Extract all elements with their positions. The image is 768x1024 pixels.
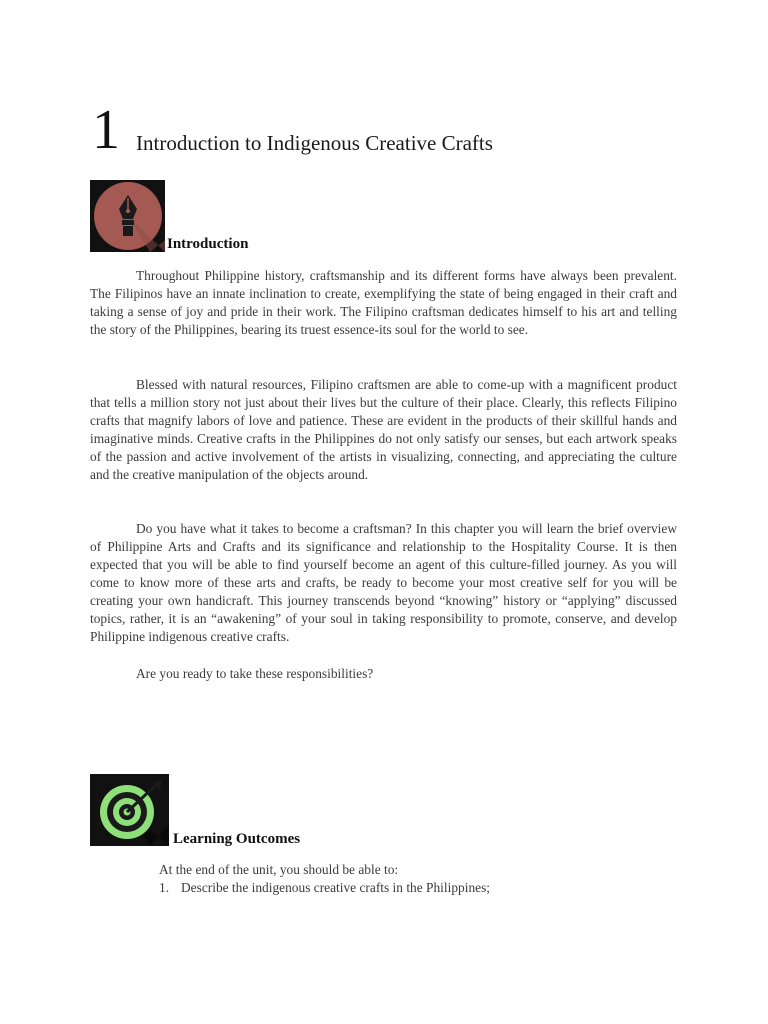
learning-outcomes-intro: At the end of the unit, you should be able to: [159, 862, 399, 877]
introduction-question: Are you ready to take these responsibilities? [136, 666, 374, 681]
learning-outcomes-heading: Learning Outcomes [173, 831, 301, 847]
introduction-heading: Introduction [167, 236, 249, 252]
list-item-number: 1. [159, 880, 170, 895]
introduction-paragraph-1: Throughout Philippine history, craftsmanship and its different forms have always been prevalent. The Filipinos have an innate inclination to create, exemplifying the state of being engaged in their craft and taking a sense of joy and pride in their work. The Filipino craftsman dedicates himself to his art and telling the story of the Philippines, bearing its truest essence-its soul for the world to see. [90, 268, 677, 337]
introduction-paragraph-3: Do you have what it takes to become a craftsman? In this chapter you will learn the brief overview of Philippine Arts and Crafts and its significance and relationship to the Hospitality Course. It is then expected that you will be able to find yourself become an agent of this culture-filled journey. As you will come to know more of these arts and crafts, be ready to become your most creative self for you will be creating your own handicraft. This journey transcends beyond “knowing” history or “applying” discussed topics, rather, it is an “awakening” of your soul in taking responsibility to promote, conserve, and develop Philippine indigenous creative crafts. [90, 521, 677, 644]
chapter-number: 1 [92, 99, 120, 161]
chapter-title: Introduction to Indigenous Creative Crafts [136, 131, 493, 155]
introduction-icon-box [90, 180, 165, 252]
learning-outcomes-icon-box [90, 774, 169, 846]
target-icon [90, 774, 169, 846]
introduction-paragraph-2: Blessed with natural resources, Filipino craftsmen are able to come-up with a magnificent product that tells a million story not just about their lives but the culture of their place. Clearly, this reflects Filipino crafts that magnify labors of love and patience. These are evident in the products of their skillful hands and imaginative minds. Creative crafts in the Philippines do not only satisfy our senses, but each artwork speaks of the passion and active involvement of the artists in visualizing, connecting, and appreciating the culture and the creative manipulation of the objects around. [90, 377, 677, 482]
learning-outcome-item [159, 879, 490, 897]
list-item-text: Describe the indigenous creative crafts in the Philippines; [181, 880, 491, 895]
fountain-pen-icon [90, 180, 165, 252]
